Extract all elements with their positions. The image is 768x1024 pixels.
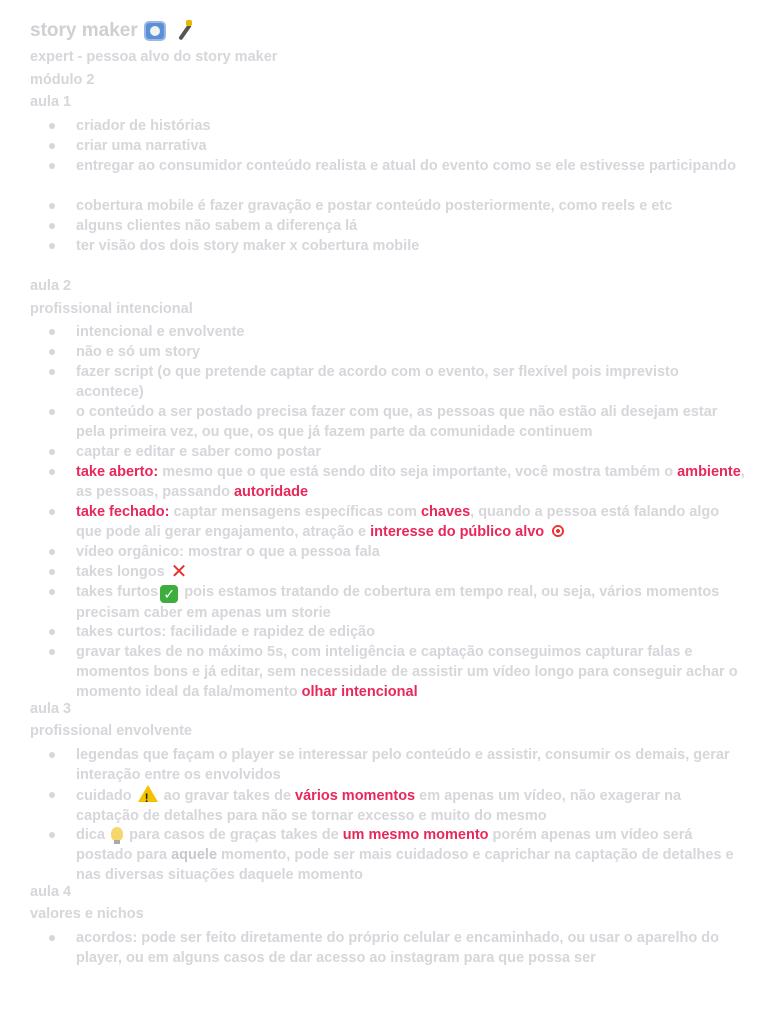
aula1-heading: aula 1 [30, 94, 72, 110]
list-item-dica [76, 825, 746, 885]
body-text: , as pessoas, passando [76, 464, 745, 500]
target-icon [550, 523, 566, 539]
highlight-text: olhar intencional [301, 684, 418, 700]
aula4-heading: aula 4 [30, 884, 72, 900]
warning-icon [138, 785, 158, 802]
module-line: módulo 2 [30, 72, 95, 88]
list-item: criador de histórias [76, 116, 746, 136]
selfie-stick-icon [172, 20, 194, 42]
highlight-text: vários momentos [295, 788, 416, 804]
body-text: para casos de graças takes de [125, 827, 343, 843]
list-item: entregar ao consumidor conteúdo realista e atual do evento como se ele estivesse participando [76, 156, 746, 176]
body-text: gravar takes de no máximo 5s, com inteligência e captação conseguimos capturar falas e momentos bons e já editar, sem necessidade de assistir um vídeo longo para conseguir achar o momento ideal da fala/momento [76, 644, 738, 700]
body-text: cuidado [76, 788, 132, 804]
highlight-text: chaves [420, 504, 471, 520]
cross-mark-icon: ✕ [170, 561, 188, 583]
list-item-cuidado [76, 785, 746, 826]
list-item: criar uma narrativa [76, 136, 746, 156]
list-item: cobertura mobile é fazer gravação e postar conteúdo posteriormente, como reels e etc [76, 196, 746, 216]
aula4-subheading: valores e nichos [30, 906, 144, 922]
body-text: em apenas um vídeo, não exagerar na captação de detalhes para não se tornar excesso e muito do mesmo [76, 788, 682, 824]
body-text: , quando a pessoa está falando algo que pode ali gerar engajamento, atração e [76, 504, 720, 540]
aula2-heading: aula 2 [30, 278, 72, 294]
body-text: takes furtos [76, 584, 159, 600]
highlight-text: take aberto: [76, 464, 159, 480]
note-title [30, 20, 194, 42]
list-item: fazer script (o que pretende captar de acordo com o evento, ser flexível pois imprevisto acontece) [76, 362, 746, 402]
highlight-text: ambiente [677, 464, 741, 480]
highlight-text: take fechado: [76, 504, 170, 520]
list-item: captar e editar e saber como postar [76, 442, 746, 462]
check-mark-icon: ✓ [160, 585, 178, 603]
list-item: ter visão dos dois story maker x cobertura mobile [76, 236, 746, 256]
aula3-subheading: profissional envolvente [30, 723, 192, 739]
list-item-take-aberto [76, 462, 746, 502]
body-text: dica [76, 827, 106, 843]
body-text: pois estamos tratando de cobertura em tempo real, ou seja, vários momentos precisam caber em apenas um storie [76, 584, 720, 621]
list-item-take-fechado [76, 502, 746, 542]
body-text: momento, pode ser mais cuidadoso e caprichar na captação de detalhes e nas diversas situações daquele momento [76, 847, 734, 883]
body-text: takes longos [76, 564, 165, 580]
camera-icon [144, 21, 166, 41]
body-text: porém apenas um vídeo será postado para [76, 827, 693, 863]
list-item-takes-longos [76, 562, 746, 582]
body-text: captar mensagens específicas com [169, 504, 421, 520]
list-item: não e só um story [76, 342, 746, 362]
list-item: intencional e envolvente [76, 322, 746, 342]
title-text: story maker [30, 20, 138, 41]
highlight-text: autoridade [233, 484, 309, 500]
list-item: acordos: pode ser feito diretamente do próprio celular e encaminhado, ou usar o aparelho do player, ou em alguns casos de dar acesso ao instagram para que possa ser [76, 928, 746, 968]
highlight-text: um mesmo momento [342, 827, 489, 843]
list-item-gravar-takes [76, 642, 746, 702]
highlight-text: interesse do público alvo [370, 524, 545, 540]
list-item: vídeo orgânico: mostrar o que a pessoa fala [76, 542, 746, 562]
list-item: o conteúdo a ser postado precisa fazer com que, as pessoas que não estão ali desejam estar pela primeira vez, ou que, os que já fazem parte da comunidade continuem [76, 402, 746, 442]
bold-text: aquele [171, 847, 218, 863]
body-text: mesmo que o que está sendo dito seja importante, você mostra também o [158, 464, 678, 480]
light-bulb-icon [111, 827, 123, 841]
list-item: takes curtos: facilidade e rapidez de edição [76, 622, 746, 642]
aula2-subheading: profissional intencional [30, 301, 193, 317]
expert-line: expert - pessoa alvo do story maker [30, 49, 278, 65]
list-item: alguns clientes não sabem a diferença lá [76, 216, 746, 236]
list-item-takes-furtos [76, 582, 746, 623]
aula3-heading: aula 3 [30, 701, 72, 717]
list-item: legendas que façam o player se interessar pelo conteúdo e assistir, consumir os demais, gerar interação entre os envolvidos [76, 745, 746, 785]
body-text: ao gravar takes de [159, 788, 296, 804]
